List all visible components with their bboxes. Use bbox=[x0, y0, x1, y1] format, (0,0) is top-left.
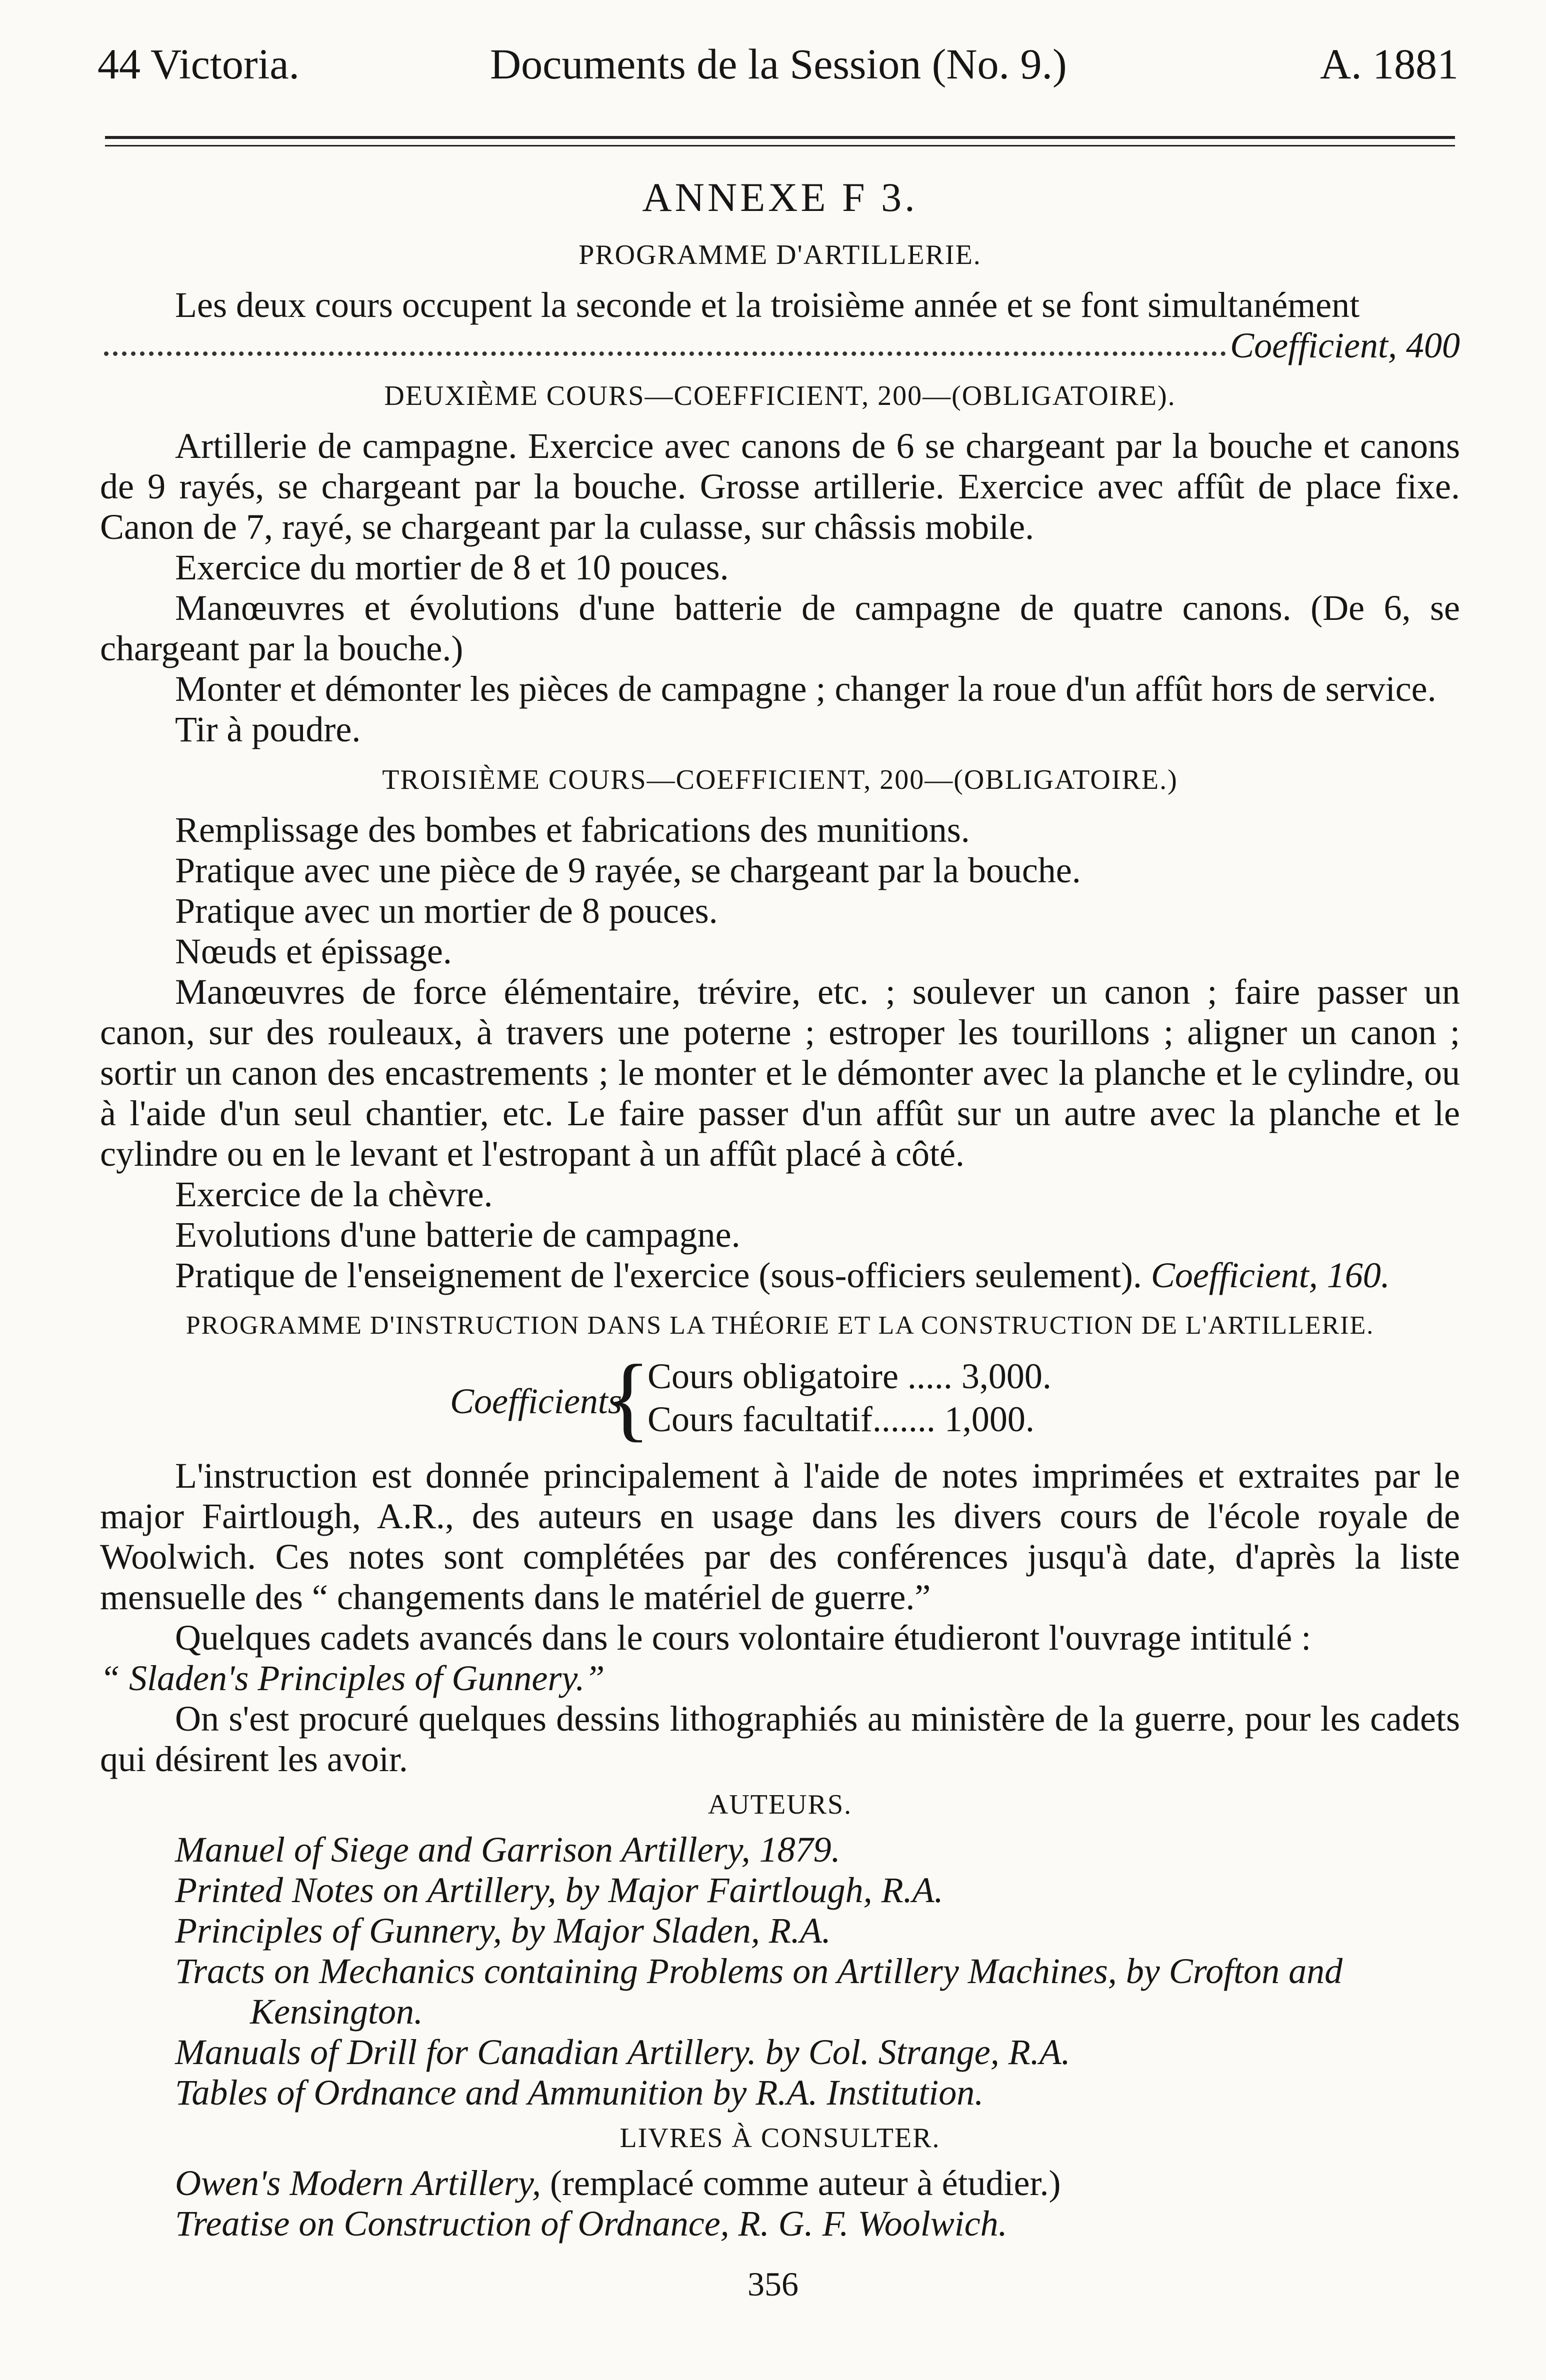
authors-heading: AUTEURS. bbox=[708, 1789, 852, 1820]
theory-p2-title: “ Sladen's Principles of Gunnery.” bbox=[100, 1658, 605, 1698]
header-rule-bottom bbox=[105, 145, 1455, 146]
theory-p1: L'instruction est donnée principalement à l'aide de notes imprimées et extraites par le major Fairtlough, A.R., des auteurs en usage dans les divers cours de l'école royale de Woolwich. Ces notes sont complétées par des conférences jusqu'à date, d'après la liste mensuelle des “ changements dans le matériel de guerre.” bbox=[100, 1456, 1460, 1617]
header-rule-top bbox=[105, 136, 1455, 139]
third-course-l7: Evolutions d'une batterie de campagne. bbox=[175, 1215, 740, 1255]
intro-paragraph: Les deux cours occupent la seconde et la troisième année et se font simultanément bbox=[175, 285, 1360, 325]
third-course-p5: Manœuvres de force élémentaire, trévire, etc. ; soulever un canon ; faire passer un canon, sur des rouleaux, à travers une poterne ; estroper les tourillons ; aligner un canon ; sortir un canon des encastrements ; le monter et le démonter avec la planche et le cylindre, ou à l'aide d'un seul chantier, etc. Le faire passer d'un affût sur un autre avec la planche et le cylindre ou en le levant et l'estropant à un affût placé à côté. bbox=[100, 972, 1460, 1174]
author-item: Manuals of Drill for Canadian Artillery. by Col. Strange, R.A. bbox=[175, 2032, 1070, 2072]
second-course-p1: Artillerie de campagne. Exercice avec canons de 6 se chargeant par la bouche et canons de 9 rayés, se chargeant par la bouche. Grosse artillerie. Exercice avec affût de place fixe. Canon de 7, rayé, se chargeant par la culasse, sur châssis mobile. bbox=[100, 426, 1460, 547]
header-center: Documents de la Session (No. 9.) bbox=[490, 40, 1067, 88]
coefficients-label: Coefficients. bbox=[450, 1381, 631, 1421]
theory-p2: Quelques cadets avancés dans le cours volontaire étudieront l'ouvrage intitulé : bbox=[175, 1618, 1312, 1658]
second-course-l2: Exercice du mortier de 8 et 10 pouces. bbox=[175, 547, 729, 587]
coefficients-block bbox=[100, 1346, 1460, 1456]
second-course-p4: Monter et démonter les pièces de campagne ; changer la roue d'un affût hors de service. bbox=[175, 669, 1436, 709]
second-course-heading: DEUXIÈME COURS—COEFFICIENT, 200—(OBLIGATOIRE). bbox=[384, 380, 1176, 411]
author-item: Tracts on Mechanics containing Problems on Artillery Machines, by Crofton and Kensington. bbox=[175, 1951, 1343, 2032]
brace-symbol: { bbox=[605, 1346, 651, 1451]
header-right: A. 1881 bbox=[1320, 40, 1459, 88]
third-course-heading: TROISIÈME COURS—COEFFICIENT, 200—(OBLIGATOIRE.) bbox=[382, 764, 1178, 795]
intro-leader bbox=[100, 325, 1460, 366]
author-item: Printed Notes on Artillery, by Major Fairtlough, R.A. bbox=[175, 1870, 944, 1910]
third-course-l6: Exercice de la chèvre. bbox=[175, 1174, 493, 1214]
author-item: Tables of Ordnance and Ammunition by R.A. Institution. bbox=[175, 2073, 984, 2113]
second-course-l5: Tir à poudre. bbox=[175, 709, 361, 749]
book-1-note: (remplacé comme auteur à étudier.) bbox=[550, 2163, 1061, 2203]
annex-title: ANNEXE F 3. bbox=[642, 174, 918, 220]
book-item-2: Treatise on Construction of Ordnance, R. G. F. Woolwich. bbox=[175, 2204, 1008, 2244]
page-number: 356 bbox=[748, 2265, 798, 2303]
third-course-l8-text: Pratique de l'enseignement de l'exercice (sous-officiers seulement). bbox=[175, 1255, 1142, 1295]
third-course-l3: Pratique avec un mortier de 8 pouces. bbox=[175, 891, 718, 931]
leader-dots bbox=[104, 325, 1226, 356]
second-course-p3: Manœuvres et évolutions d'une batterie de campagne de quatre canons. (De 6, se chargeant par la bouche.) bbox=[100, 588, 1460, 668]
third-course-l8 bbox=[100, 1255, 1460, 1296]
third-course-l4: Nœuds et épissage. bbox=[175, 931, 452, 971]
header-left: 44 Victoria. bbox=[98, 40, 300, 88]
author-item: Manuel of Siege and Garrison Artillery, 1879. bbox=[175, 1830, 840, 1870]
coefficient-row-1: Cours obligatoire ..... 3,000. bbox=[648, 1356, 1052, 1396]
running-header bbox=[0, 39, 1546, 99]
coefficient-row-2: Cours facultatif....... 1,000. bbox=[648, 1399, 1034, 1439]
author-item: Principles of Gunnery, by Major Sladen, R.A. bbox=[175, 1911, 831, 1951]
section-heading-artillery: PROGRAMME D'ARTILLERIE. bbox=[578, 239, 982, 270]
theory-p3: On s'est procuré quelques dessins lithographiés au ministère de la guerre, pour les cadets qui désirent les avoir. bbox=[100, 1699, 1460, 1779]
books-heading: LIVRES À CONSULTER. bbox=[620, 2123, 940, 2154]
third-course-coefficient: Coefficient, 160. bbox=[1150, 1255, 1390, 1295]
theory-heading: PROGRAMME D'INSTRUCTION DANS LA THÉORIE ET LA CONSTRUCTION DE L'ARTILLERIE. bbox=[186, 1311, 1374, 1340]
third-course-l1: Remplissage des bombes et fabrications des munitions. bbox=[175, 810, 970, 850]
intro-coefficient: Coefficient, 400 bbox=[1230, 325, 1460, 365]
third-course-l2: Pratique avec une pièce de 9 rayée, se chargeant par la bouche. bbox=[175, 850, 1081, 890]
page-body bbox=[100, 170, 1460, 2244]
book-1-title: Owen's Modern Artillery, bbox=[175, 2163, 542, 2203]
book-item-1 bbox=[100, 2163, 1460, 2204]
